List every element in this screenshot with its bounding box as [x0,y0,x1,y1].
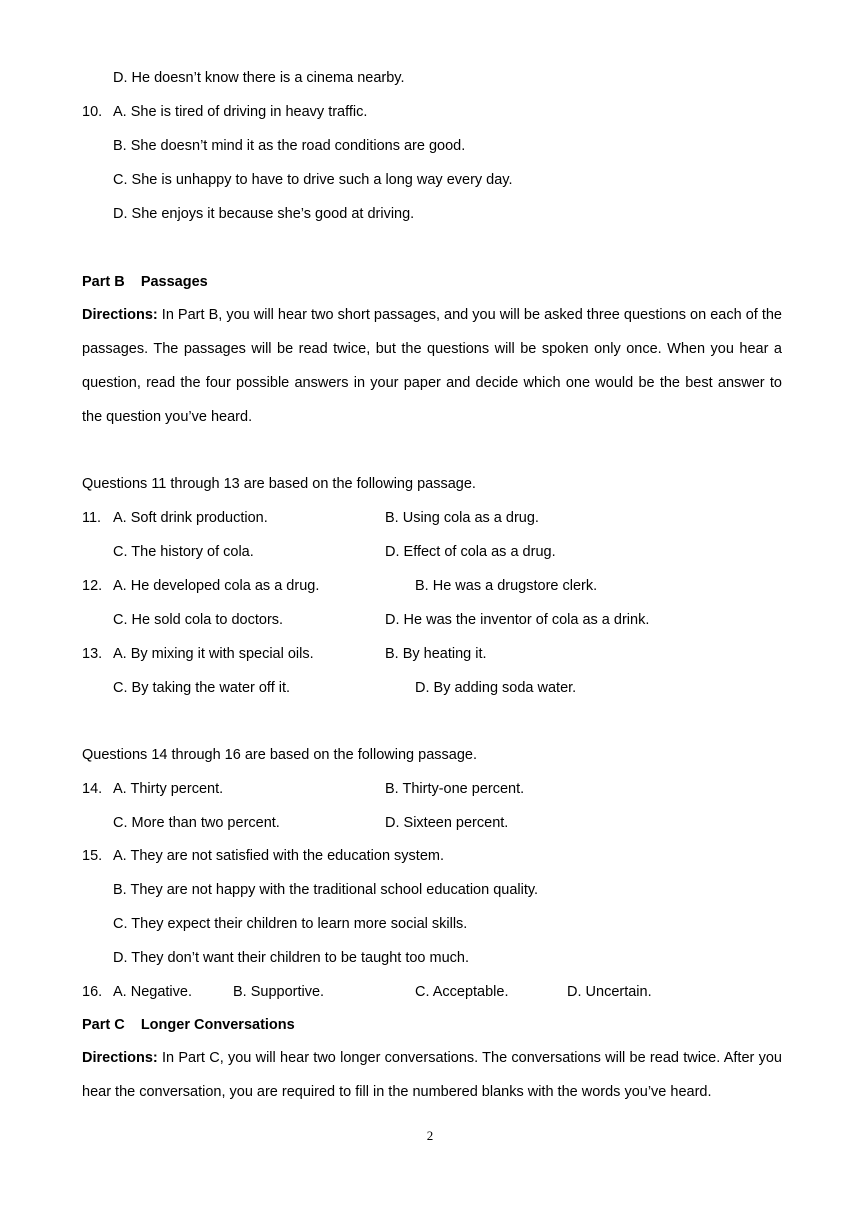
part-b-directions-label: Directions: [82,307,158,323]
q11-option-c: C. The history of cola. [113,544,254,560]
part-b-directions [82,298,782,434]
part-c-directions-label: Directions: [82,1050,158,1066]
q15-option-c: C. They expect their children to learn more social skills. [113,916,468,932]
part-c-title: Part C Longer Conversations [82,1017,295,1033]
q15-option-b: B. They are not happy with the traditional school education quality. [113,882,539,898]
q11-option-b: B. Using cola as a drug. [385,510,539,526]
q15-option-d: D. They don’t want their children to be taught too much. [113,950,469,966]
set1-intro: Questions 11 through 13 are based on the following passage. [82,476,476,492]
q12-option-a: A. He developed cola as a drug. [113,578,320,594]
q13-option-a: A. By mixing it with special oils. [113,646,314,662]
q12-option-d: D. He was the inventor of cola as a drink. [385,612,650,628]
q13-option-b: B. By heating it. [385,646,487,662]
q14-option-d: D. Sixteen percent. [385,815,509,831]
q14-option-c: C. More than two percent. [113,815,280,831]
q13-number: 13. [82,646,103,662]
part-c-directions [82,1041,782,1109]
q9-option-d: D. He doesn’t know there is a cinema nearby. [113,70,405,86]
q14-option-a: A. Thirty percent. [113,781,224,797]
q10-option-c: C. She is unhappy to have to drive such a long way every day. [113,172,513,188]
set2-intro: Questions 14 through 16 are based on the following passage. [82,747,477,763]
q16-number: 16. [82,984,103,1000]
q14-number: 14. [82,781,103,797]
q16-option-c: C. Acceptable. [415,984,509,1000]
q10-option-d: D. She enjoys it because she’s good at driving. [113,206,415,222]
part-b-title: Part B Passages [82,274,208,290]
part-b-directions-text: In Part B, you will hear two short passages, and you will be asked three questions on each of the passages. The passages will be read twice, but the questions will be spoken only once. When you hear a question, read the four possible answers in your paper and decide which one would be the best answer to the question you’ve heard. [82,307,782,425]
q10-number: 10. [82,104,103,120]
q16-option-d: D. Uncertain. [567,984,652,1000]
part-c-directions-text: In Part C, you will hear two longer conversations. The conversations will be read twice. After you hear the conversation, you are required to fill in the numbered blanks with the words you’ve heard. [82,1050,782,1100]
q11-option-a: A. Soft drink production. [113,510,268,526]
q15-option-a: A. They are not satisfied with the education system. [113,848,444,864]
q15-number: 15. [82,848,103,864]
q11-option-d: D. Effect of cola as a drug. [385,544,556,560]
q14-option-b: B. Thirty-one percent. [385,781,525,797]
q12-number: 12. [82,578,103,594]
q13-option-c: C. By taking the water off it. [113,680,291,696]
q12-option-c: C. He sold cola to doctors. [113,612,284,628]
q16-option-a: A. Negative. [113,984,192,1000]
q12-option-b: B. He was a drugstore clerk. [415,578,598,594]
q11-number: 11. [82,510,102,526]
q13-option-d: D. By adding soda water. [415,680,577,696]
q10-option-b: B. She doesn’t mind it as the road conditions are good. [113,138,466,154]
q10-option-a: A. She is tired of driving in heavy traffic. [113,104,368,120]
q16-option-b: B. Supportive. [233,984,325,1000]
page-number: 2 [426,1128,434,1143]
